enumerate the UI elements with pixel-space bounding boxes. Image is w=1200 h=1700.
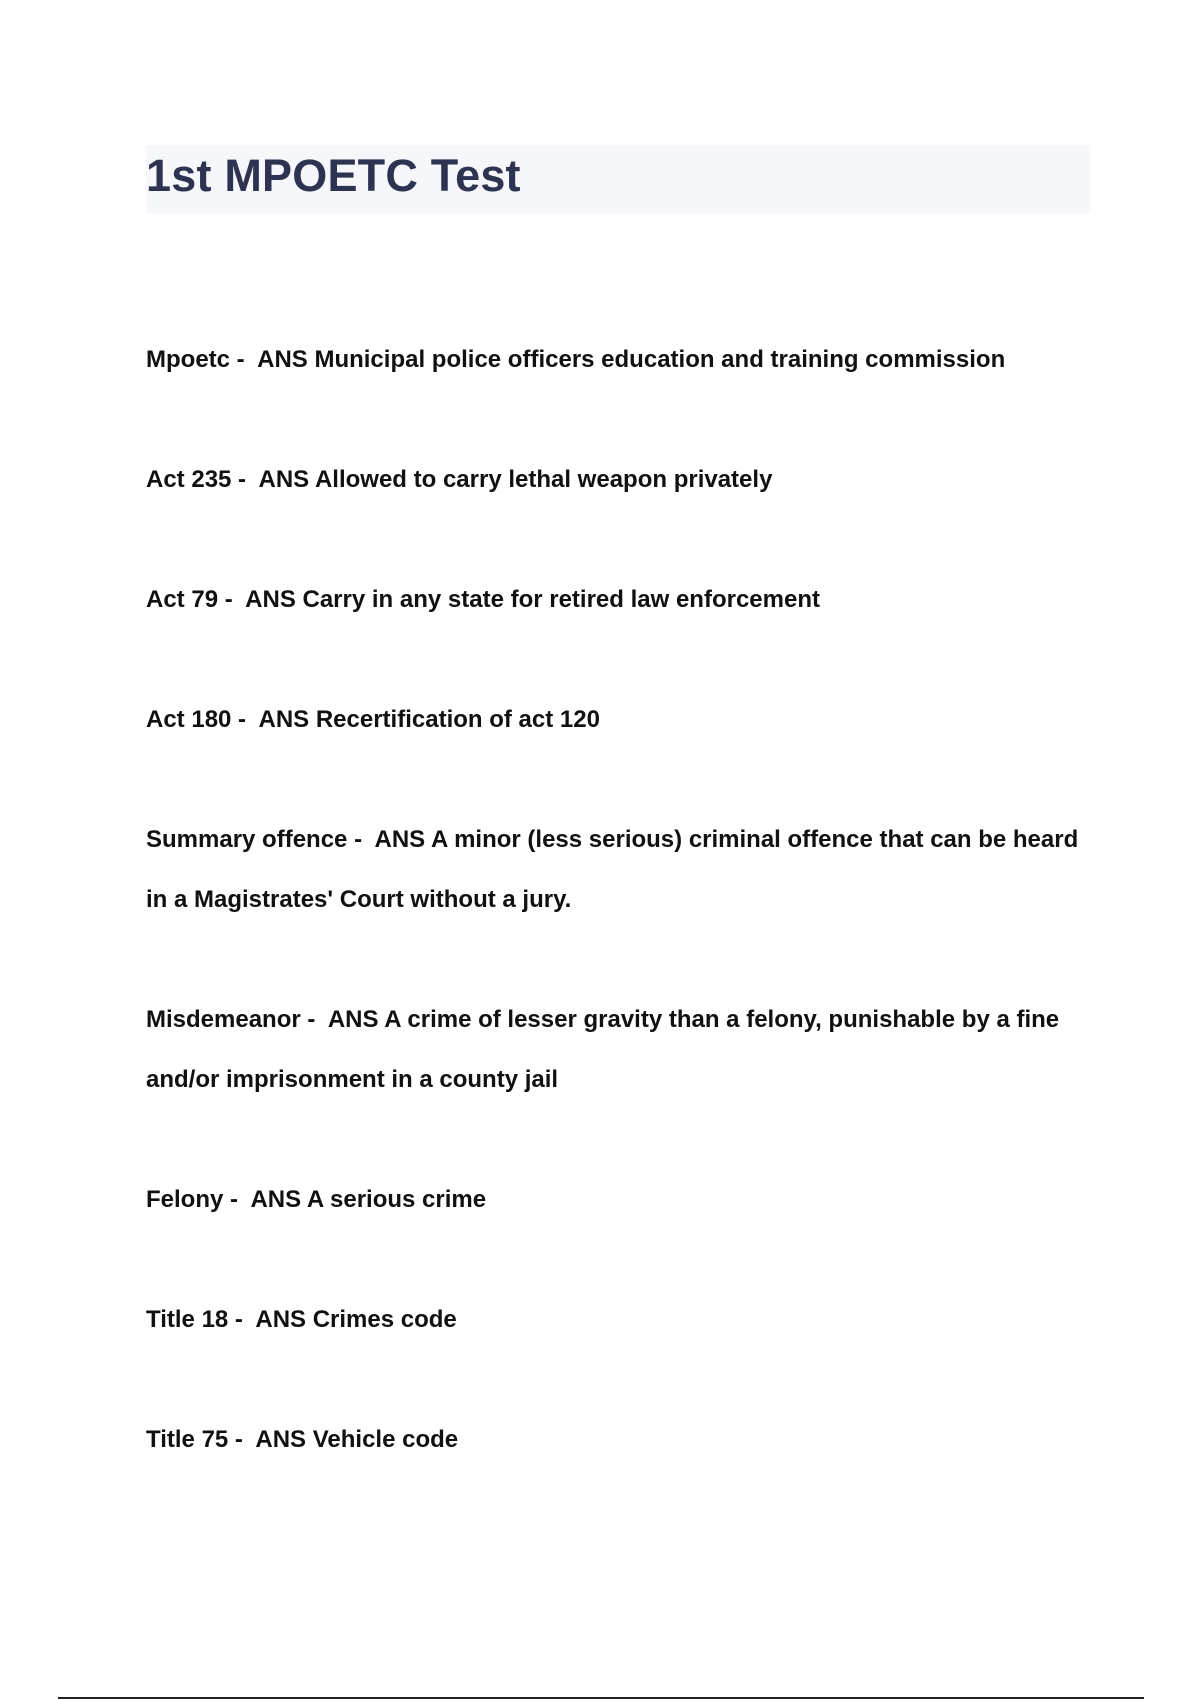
qa-answer: ANS Municipal police officers education and training commission: [257, 346, 1006, 373]
qa-answer: ANS Recertification of act 120: [258, 706, 600, 733]
qa-entry-summary-offence: [146, 810, 1096, 930]
qa-answer: ANS Vehicle code: [255, 1426, 459, 1453]
qa-entry-title-75: [146, 1410, 1096, 1470]
qa-entry-misdemeanor: [146, 990, 1096, 1110]
qa-entry-act-180: [146, 690, 1096, 750]
qa-separator: -: [223, 1186, 251, 1213]
title-banner: [146, 145, 1090, 213]
qa-separator: -: [230, 346, 258, 373]
qa-answer: ANS A serious crime: [250, 1186, 487, 1213]
qa-term: Act 180: [146, 706, 232, 733]
qa-term: Misdemeanor: [146, 1006, 301, 1033]
qa-separator: -: [347, 826, 375, 853]
qa-term: Act 79: [146, 586, 219, 613]
qa-answer: ANS A crime of lesser gravity than a felony, punishable by a fine and/or imprisonment in a county jail: [146, 1006, 1060, 1093]
page-title: 1st MPOETC Test: [146, 150, 521, 201]
qa-term: Title 18: [146, 1306, 229, 1333]
footer-divider: [58, 1697, 1144, 1699]
qa-separator: -: [231, 466, 259, 493]
qa-term: Title 75: [146, 1426, 229, 1453]
qa-list: [146, 330, 1096, 1470]
qa-separator: -: [300, 1006, 328, 1033]
qa-separator: -: [218, 586, 246, 613]
qa-term: Mpoetc: [146, 346, 230, 373]
qa-separator: -: [228, 1306, 256, 1333]
qa-entry-act-79: [146, 570, 1096, 630]
qa-term: Felony: [146, 1186, 224, 1213]
qa-entry-act-235: [146, 450, 1096, 510]
qa-entry-mpoetc: [146, 330, 1096, 390]
qa-answer: ANS Carry in any state for retired law enforcement: [245, 586, 820, 613]
qa-term: Summary offence: [146, 826, 348, 853]
qa-answer: ANS Allowed to carry lethal weapon privately: [258, 466, 773, 493]
qa-answer: ANS Crimes code: [255, 1306, 457, 1333]
qa-term: Act 235: [146, 466, 232, 493]
qa-entry-felony: [146, 1170, 1096, 1230]
qa-entry-title-18: [146, 1290, 1096, 1350]
qa-separator: -: [231, 706, 259, 733]
qa-answer: ANS A minor (less serious) criminal offence that can be heard in a Magistrates' Court without a jury.: [146, 826, 1079, 913]
qa-separator: -: [228, 1426, 256, 1453]
